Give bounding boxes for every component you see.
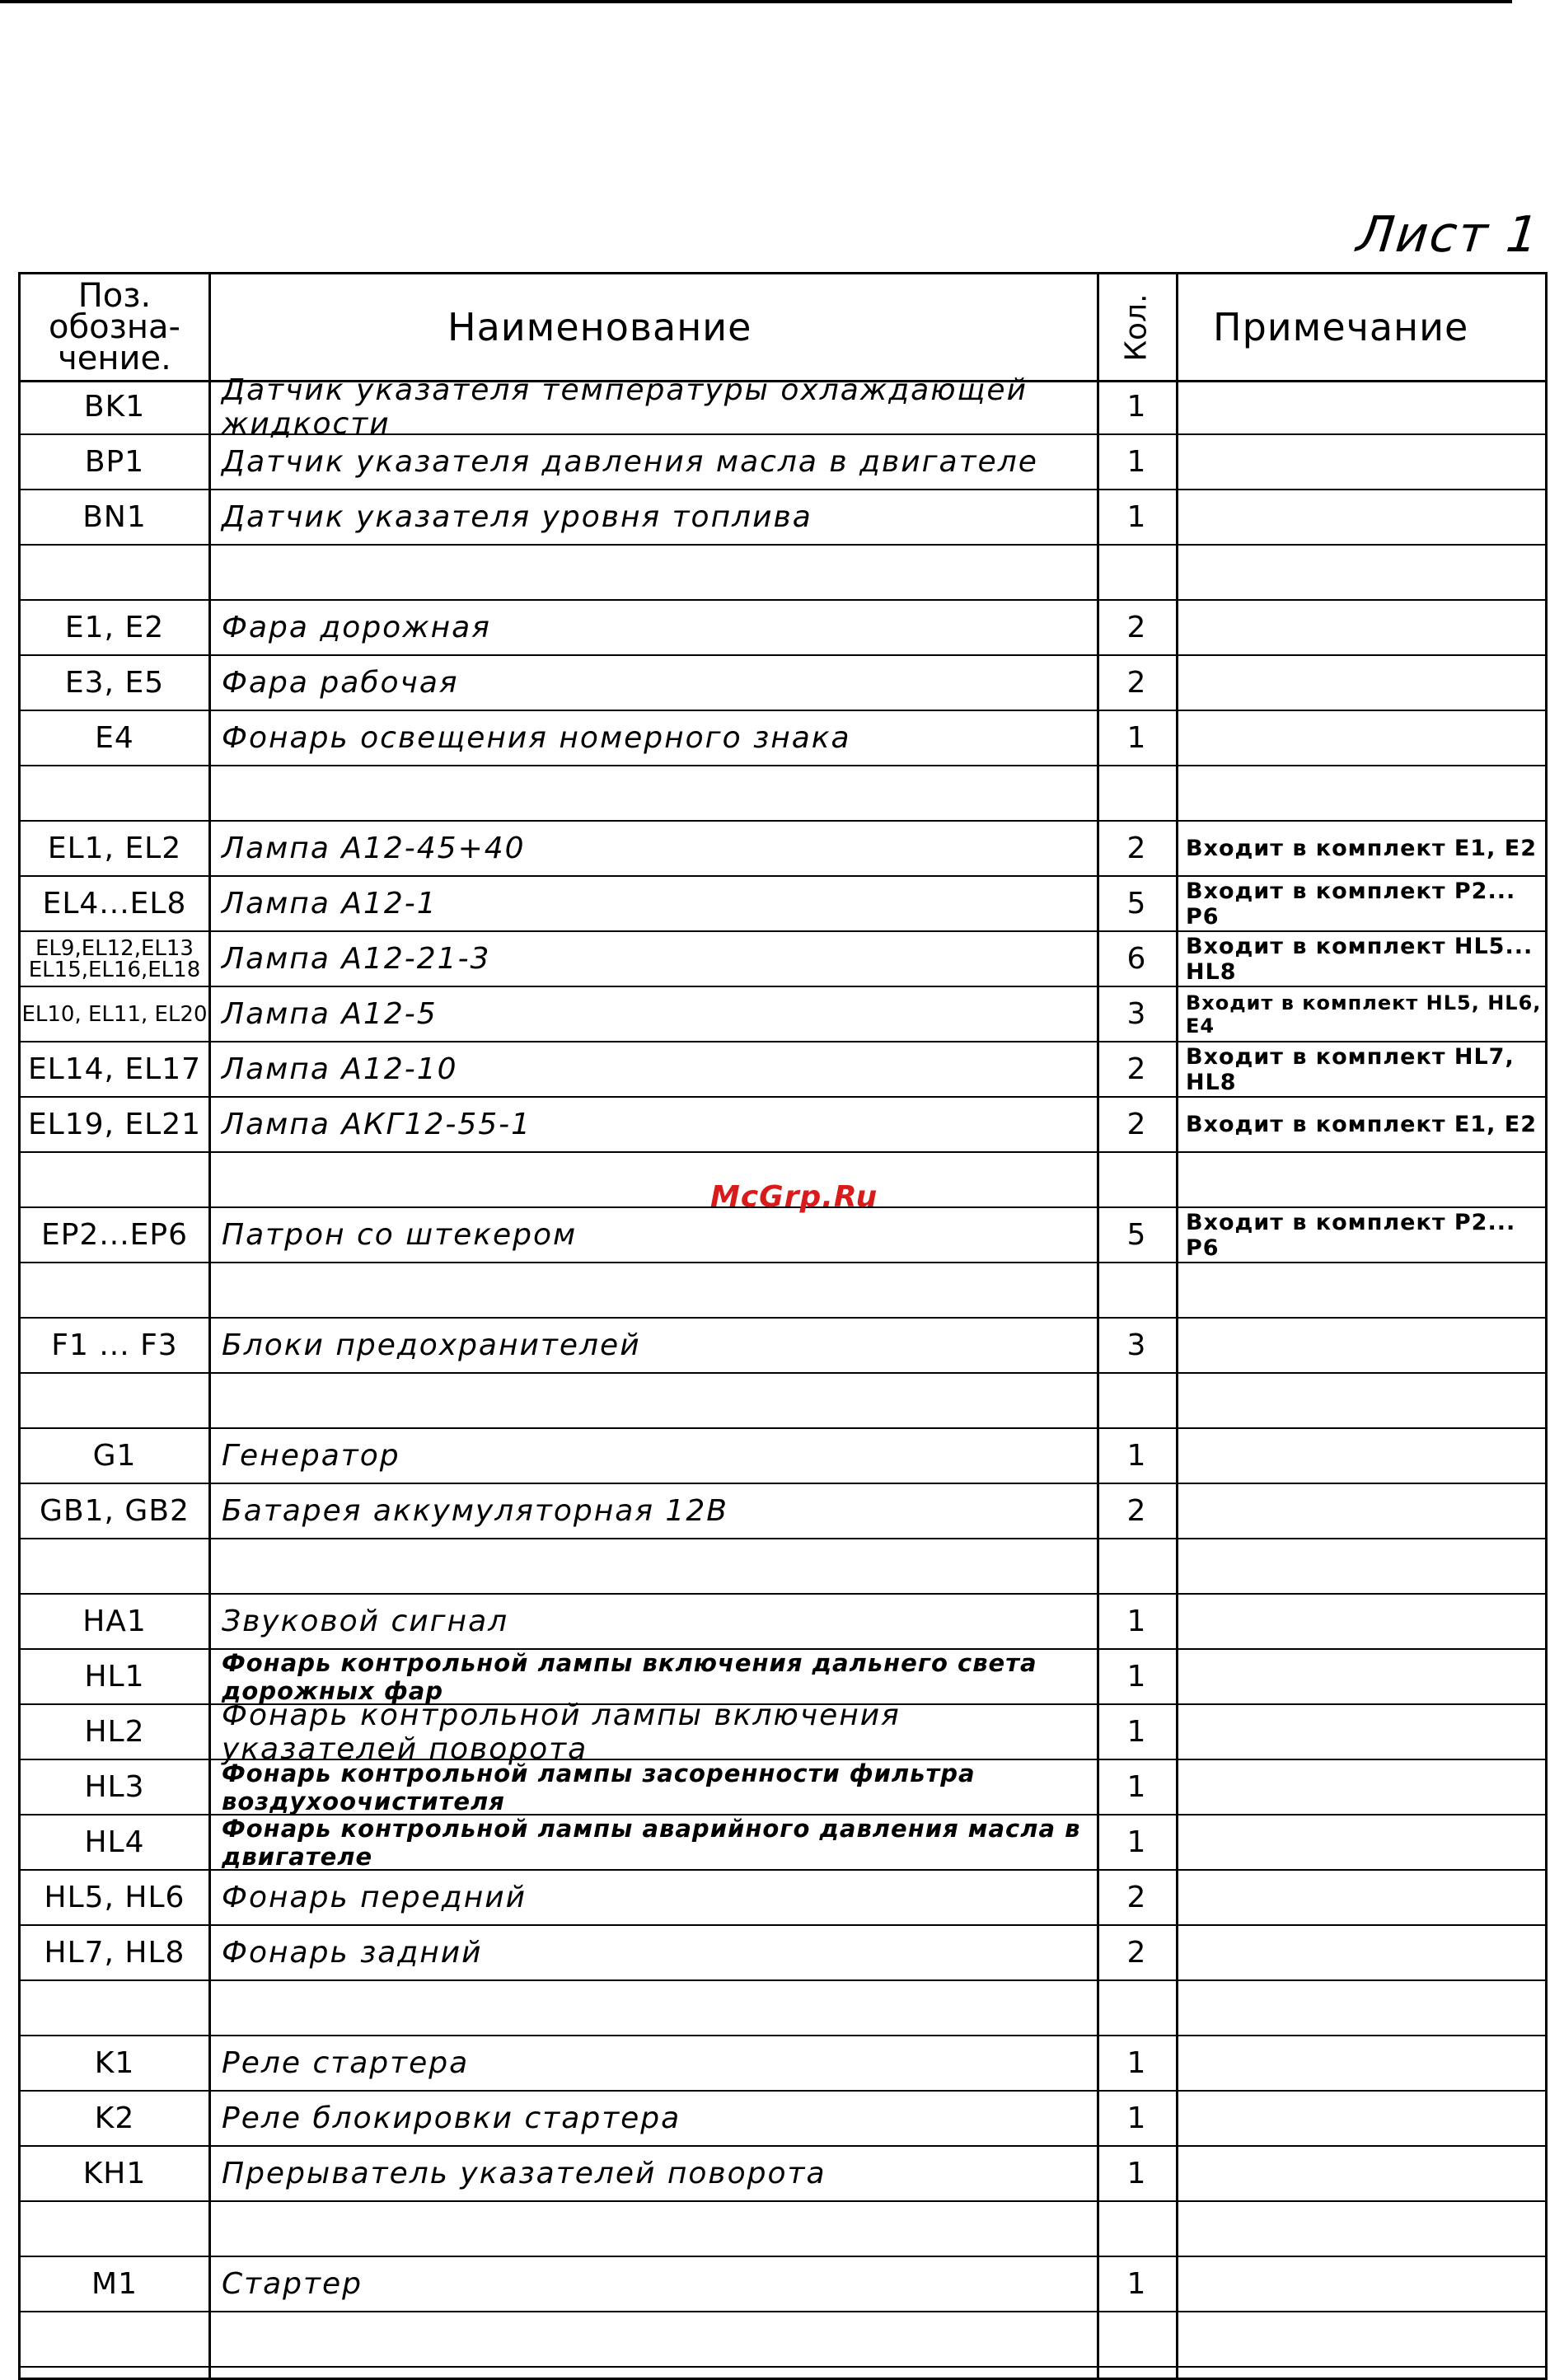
row-position <box>21 1981 208 2035</box>
row-qty <box>1097 1981 1176 2035</box>
row-name: Фонарь задний <box>222 1936 483 1970</box>
table-row <box>21 1484 1545 1539</box>
row-qty: 1 <box>1126 2267 1146 2301</box>
row-note: Входит в комплект HL5, HL6, E4 <box>1186 991 1542 1038</box>
row-qty: 1 <box>1126 2101 1146 2135</box>
row-position <box>21 766 208 820</box>
table-row <box>21 1208 1545 1263</box>
row-position: E1, E2 <box>64 611 165 644</box>
table-row <box>21 766 1545 822</box>
row-position: HA1 <box>82 1605 147 1638</box>
row-note <box>1176 1926 1545 1979</box>
row-position: GB1, GB2 <box>40 1494 190 1528</box>
table-row <box>21 1429 1545 1484</box>
row-note <box>1176 1705 1545 1759</box>
row-position: EL10, EL11, EL20 <box>21 1001 208 1027</box>
row-position: F1 ... F3 <box>51 1328 178 1362</box>
row-note <box>1176 1981 1545 2035</box>
row-note <box>1176 1429 1545 1483</box>
row-note <box>1176 1595 1545 1648</box>
row-name <box>208 2312 1097 2366</box>
row-name: Прерыватель указателей поворота <box>222 2157 826 2190</box>
row-qty <box>1097 1153 1176 1206</box>
row-name: Фара дорожная <box>222 611 491 644</box>
row-note: Входит в комплект Е1, Е2 <box>1186 836 1537 861</box>
row-qty: 1 <box>1126 2157 1146 2190</box>
table-row <box>21 1815 1545 1871</box>
header-position: Поз. обозна- чение. <box>49 277 180 377</box>
row-qty <box>1097 1263 1176 1317</box>
row-qty: 2 <box>1126 1108 1146 1141</box>
row-qty <box>1097 546 1176 599</box>
row-name: Патрон со штекером <box>222 1218 578 1252</box>
row-position <box>21 546 208 599</box>
row-note <box>1176 2147 1545 2200</box>
row-name <box>208 1374 1097 1427</box>
row-qty <box>1097 1539 1176 1593</box>
row-qty: 2 <box>1126 1881 1146 1914</box>
table-row <box>21 2092 1545 2147</box>
header-qty-label: Кол. <box>1119 293 1154 362</box>
row-note <box>1176 1539 1545 1593</box>
table-row <box>21 1098 1545 1153</box>
row-note <box>1176 1319 1545 1372</box>
header-qty <box>1097 274 1176 380</box>
row-note <box>1176 766 1545 820</box>
row-position <box>21 1263 208 1317</box>
row-note <box>1176 656 1545 710</box>
row-note <box>1176 1374 1545 1427</box>
row-position: HL7, HL8 <box>44 1936 185 1970</box>
row-note <box>1176 1484 1545 1538</box>
sheet-label: Лист 1 <box>1354 206 1543 264</box>
top-rule <box>0 0 1512 3</box>
row-name <box>208 1981 1097 2035</box>
row-name: Лампа А12-21-3 <box>222 942 491 976</box>
row-note <box>1176 601 1545 654</box>
table-header <box>21 274 1545 382</box>
row-qty: 5 <box>1126 1218 1146 1252</box>
table-row <box>21 877 1545 932</box>
row-qty: 1 <box>1126 1825 1146 1859</box>
row-position: EL19, EL21 <box>27 1108 202 1141</box>
header-name: Наименование <box>447 305 752 349</box>
row-note <box>1176 2092 1545 2145</box>
row-name: Датчик указателя уровня топлива <box>222 500 812 534</box>
row-note <box>1176 1760 1545 1814</box>
row-position <box>21 1539 208 1593</box>
row-position: G1 <box>92 1439 137 1473</box>
row-note: Входит в комплект Е1, Е2 <box>1186 1112 1537 1137</box>
row-qty: 1 <box>1126 1660 1146 1694</box>
row-position: EL4...EL8 <box>42 887 187 921</box>
row-note <box>1176 1815 1545 1869</box>
row-position: EL9,EL12,EL13 EL15,EL16,EL18 <box>28 935 201 982</box>
row-position: HL4 <box>84 1825 145 1859</box>
table-row <box>21 546 1545 601</box>
table-row <box>21 601 1545 656</box>
row-note: Входит в комплект Р2... Р6 <box>1186 1209 1516 1261</box>
row-position <box>21 2202 208 2256</box>
row-position: HL2 <box>84 1715 145 1749</box>
row-name <box>208 1153 1097 1206</box>
row-name: Реле блокировки стартера <box>222 2101 681 2135</box>
row-qty: 2 <box>1126 666 1146 700</box>
row-qty: 1 <box>1126 1770 1146 1804</box>
row-note <box>1176 711 1545 765</box>
table-row <box>21 822 1545 877</box>
table-row <box>21 2202 1545 2257</box>
table-row <box>21 2257 1545 2312</box>
row-name: Лампа А12-1 <box>222 887 438 921</box>
row-qty: 1 <box>1126 1715 1146 1749</box>
row-position: EP2...EP6 <box>40 1218 189 1252</box>
row-position: E3, E5 <box>64 666 165 700</box>
row-qty <box>1097 2202 1176 2256</box>
table-row <box>21 490 1545 546</box>
row-name <box>208 1539 1097 1593</box>
row-name: Лампа А12-45+40 <box>222 832 526 865</box>
row-qty: 6 <box>1126 942 1146 976</box>
header-note: Примечание <box>1213 305 1469 349</box>
table-row <box>21 1760 1545 1815</box>
row-position: EL14, EL17 <box>27 1052 202 1086</box>
row-name: Звуковой сигнал <box>222 1605 509 1638</box>
row-qty: 2 <box>1126 611 1146 644</box>
table-row <box>21 1698 1545 1766</box>
table-row <box>21 1981 1545 2036</box>
row-note <box>1176 2202 1545 2256</box>
row-note <box>1176 546 1545 599</box>
table-row <box>21 1650 1545 1705</box>
row-position: KH1 <box>82 2157 147 2190</box>
row-name: Датчик указателя давления масла в двигателе <box>222 445 1038 479</box>
row-note <box>1176 435 1545 489</box>
row-qty: 1 <box>1126 721 1146 755</box>
row-note <box>1176 1871 1545 1924</box>
row-qty: 1 <box>1126 500 1146 534</box>
row-note <box>1176 1650 1545 1703</box>
row-qty: 3 <box>1126 997 1146 1031</box>
row-name <box>208 766 1097 820</box>
row-name: Реле стартера <box>222 2046 470 2080</box>
row-qty: 1 <box>1126 1439 1146 1473</box>
row-qty <box>1097 1374 1176 1427</box>
row-name: Фонарь передний <box>222 1881 527 1914</box>
table-row <box>21 1042 1545 1098</box>
row-name: Блоки предохранителей <box>222 1328 641 1362</box>
table-row <box>21 932 1545 987</box>
row-name: Фонарь контрольной лампы включения дальнего света дорожных фар <box>222 1648 1037 1705</box>
row-note <box>1176 2312 1545 2366</box>
row-name <box>208 2202 1097 2256</box>
row-name: Стартер <box>222 2267 363 2301</box>
row-name: Лампа А12-10 <box>222 1052 458 1086</box>
row-position: EL1, EL2 <box>47 832 182 865</box>
row-note <box>1176 2257 1545 2311</box>
row-name: Фонарь контрольной лампы аварийного давления масла в двигателе <box>222 1814 1081 1871</box>
table-row <box>21 435 1545 490</box>
row-note: Входит в комплект HL7, HL8 <box>1186 1043 1515 1095</box>
row-qty <box>1097 766 1176 820</box>
row-position: BN1 <box>82 500 147 534</box>
row-name: Батарея аккумуляторная 12В <box>222 1494 728 1528</box>
row-note <box>1176 1263 1545 1317</box>
row-position <box>21 1374 208 1427</box>
row-name: Генератор <box>222 1439 400 1473</box>
row-qty: 2 <box>1126 1052 1146 1086</box>
row-name <box>208 1263 1097 1317</box>
row-position: BK1 <box>83 390 146 424</box>
row-name: Датчик указателя температуры охлаждающей жидкости <box>222 372 1028 441</box>
row-position: K2 <box>94 2101 135 2135</box>
table-row <box>21 987 1545 1042</box>
row-name: Фара рабочая <box>222 666 459 700</box>
row-note: Входит в комплект Р2... Р6 <box>1186 878 1516 930</box>
row-position: M1 <box>91 2267 138 2301</box>
row-qty: 1 <box>1126 2046 1146 2080</box>
table-row <box>21 1263 1545 1319</box>
table-row <box>21 1926 1545 1981</box>
row-name: Фонарь контрольной лампы включения указателей поворота <box>222 1698 901 1766</box>
row-qty: 5 <box>1126 887 1146 921</box>
row-name: Фонарь контрольной лампы засоренности фильтра воздухоочистителя <box>222 1759 976 1815</box>
row-name: Лампа А12-5 <box>222 997 438 1031</box>
row-note <box>1176 2036 1545 2090</box>
row-position <box>21 1153 208 1206</box>
row-name: Фонарь освещения номерного знака <box>222 721 851 755</box>
table-row <box>21 656 1545 711</box>
watermark: McGrp.Ru <box>710 1180 878 1214</box>
table-row <box>21 1595 1545 1650</box>
row-position: BP1 <box>84 445 145 479</box>
row-qty: 2 <box>1126 1494 1146 1528</box>
table-row <box>21 372 1545 441</box>
row-position: HL5, HL6 <box>44 1881 185 1914</box>
row-position <box>21 2312 208 2366</box>
table-row <box>21 2147 1545 2202</box>
table-row <box>21 1374 1545 1429</box>
row-qty <box>1097 2312 1176 2366</box>
row-qty: 1 <box>1126 445 1146 479</box>
row-name <box>208 546 1097 599</box>
row-note <box>1176 1153 1545 1206</box>
row-qty: 2 <box>1126 832 1146 865</box>
row-note <box>1176 380 1545 433</box>
row-name: Лампа АКГ12-55-1 <box>222 1108 532 1141</box>
row-qty: 1 <box>1126 1605 1146 1638</box>
table-row <box>21 1539 1545 1595</box>
table-row <box>21 2036 1545 2092</box>
specification-table <box>18 272 1548 2380</box>
row-position: K1 <box>94 2046 135 2080</box>
row-position: HL1 <box>84 1660 145 1694</box>
table-row <box>21 1319 1545 1374</box>
table-row <box>21 1871 1545 1926</box>
row-note <box>1176 490 1545 544</box>
table-row <box>21 2312 1545 2368</box>
row-position: E4 <box>95 721 134 755</box>
table-row <box>21 711 1545 766</box>
row-qty: 1 <box>1126 390 1146 424</box>
row-qty: 3 <box>1126 1328 1146 1362</box>
row-qty: 2 <box>1126 1936 1146 1970</box>
row-position: HL3 <box>84 1770 145 1804</box>
row-note: Входит в комплект HL5... HL8 <box>1186 933 1534 985</box>
